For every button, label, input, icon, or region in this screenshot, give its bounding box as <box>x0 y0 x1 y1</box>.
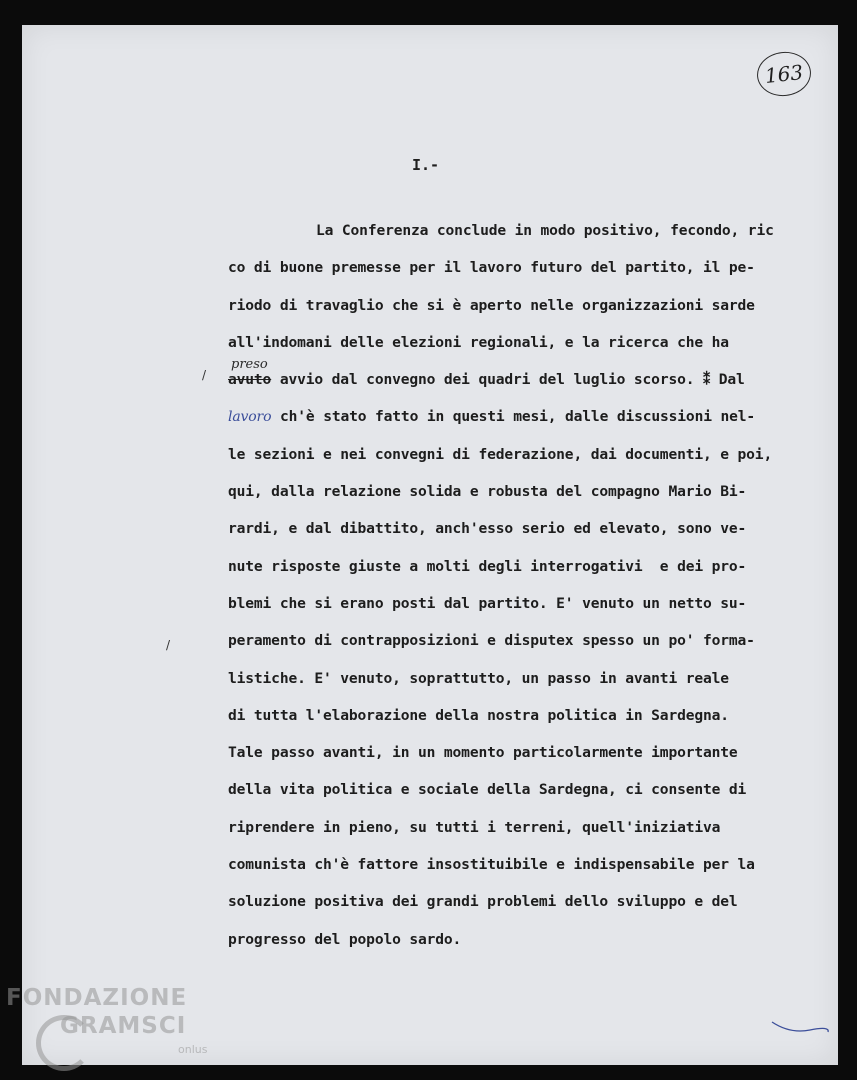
text-line: blemi che si erano posti dal partito. E' venuto un netto su- <box>228 594 747 612</box>
text-line: della vita politica e sociale della Sardegna, ci consente di <box>228 781 747 799</box>
margin-mark: / <box>202 368 207 382</box>
archive-watermark <box>6 985 216 1075</box>
text-line: Tale passo avanti, in un momento particolarmente importante <box>228 744 738 762</box>
text-line: riodo di travaglio che si è aperto nelle organizzazioni sarde <box>228 296 755 314</box>
pen-scribble <box>770 1018 830 1038</box>
watermark-line-3: onlus <box>178 1043 208 1056</box>
handwritten-correction: preso <box>231 357 268 372</box>
text-span: ch'è stato fatto in questi mesi, dalle discussioni nel- <box>271 408 756 426</box>
text-line: soluzione positiva dei grandi problemi dello sviluppo e del <box>228 893 738 911</box>
text-line: peramento di contrapposizioni e disputex spesso un po' forma- <box>228 632 755 650</box>
text-span: avvio dal convegno dei quadri del luglio scorso. ⁑ Dal <box>271 371 745 389</box>
text-line <box>228 405 838 442</box>
struck-word: avuto <box>228 371 272 389</box>
text-line: listiche. E' venuto, soprattutto, un passo in avanti reale <box>228 669 729 687</box>
text-line: di tutta l'elaborazione della nostra politica in Sardegna. <box>228 706 729 724</box>
text-line: le sezioni e nei convegni di federazione, dai documenti, e poi, <box>228 445 773 463</box>
text-line: nute risposte giuste a molti degli interrogativi e dei pro- <box>228 557 747 575</box>
text-line: all'indomani delle elezioni regionali, e la ricerca che ha <box>228 333 729 351</box>
text-line <box>228 368 838 405</box>
watermark-line-2: GRAMSCI <box>60 1013 187 1039</box>
handwritten-word: lavoro <box>228 409 272 426</box>
text-line: riprendere in pieno, su tutti i terreni, quell'iniziativa <box>228 818 721 836</box>
text-line: co di buone premesse per il lavoro futuro del partito, il pe- <box>228 259 755 277</box>
margin-mark: / <box>166 638 171 652</box>
typed-paragraph <box>228 219 838 965</box>
text-line: La Conferenza conclude in modo positivo, fecondo, ric <box>316 222 774 239</box>
text-line: rardi, e dal dibattito, anch'esso serio ed elevato, sono ve- <box>228 520 747 538</box>
text-line: progresso del popolo sardo. <box>228 930 462 948</box>
page-number-circled: 163 <box>755 49 813 98</box>
watermark-line-1: FONDAZIONE <box>6 985 188 1011</box>
text-line: qui, dalla relazione solida e robusta del compagno Mario Bi- <box>228 483 747 501</box>
text-line: comunista ch'è fattore insostituibile e indispensabile per la <box>228 856 755 874</box>
section-heading: I.- <box>412 156 440 174</box>
